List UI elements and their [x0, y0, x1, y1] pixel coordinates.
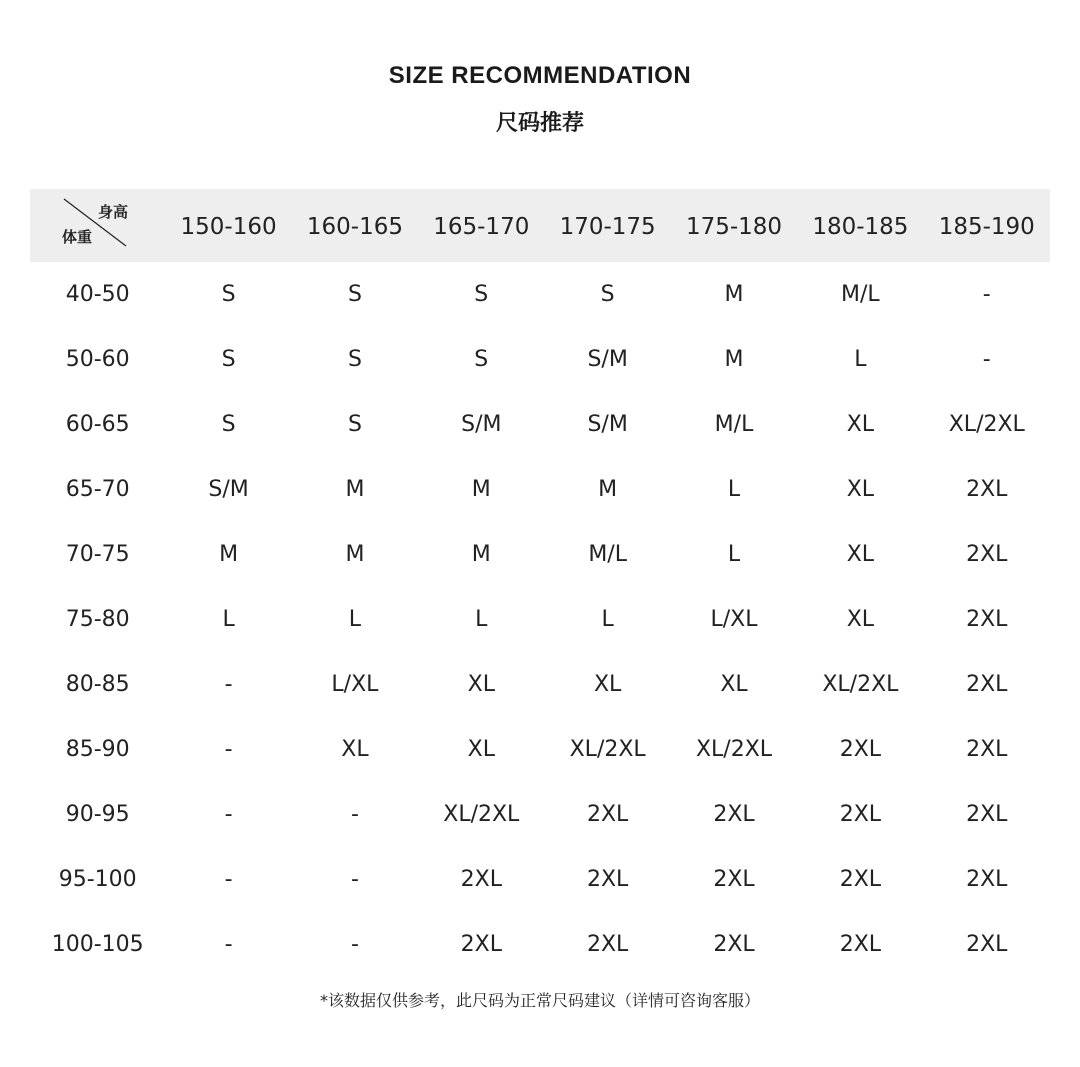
weight-range-cell: 40-50	[65, 282, 130, 307]
weight-range-cell: 100-105	[51, 932, 144, 957]
size-cell: XL/2XL	[443, 802, 520, 827]
size-cell: S	[347, 412, 362, 437]
size-cell: L	[475, 607, 488, 632]
weight-range-cell: 70-75	[65, 542, 130, 567]
table-row	[30, 652, 1050, 717]
weight-range-cell: 80-85	[65, 672, 130, 697]
weight-range-cell: 65-70	[65, 477, 130, 502]
size-cell: L	[348, 607, 362, 632]
size-cell: 2XL	[586, 802, 629, 827]
weight-range-cell: 50-60	[65, 347, 130, 372]
header-row	[30, 189, 1050, 262]
size-cell: M	[471, 542, 491, 567]
size-cell: 2XL	[966, 802, 1008, 827]
table-row	[30, 717, 1050, 782]
column-header: 150-160	[180, 213, 277, 240]
size-cell: M/L	[588, 542, 627, 567]
size-cell: 2XL	[586, 932, 629, 957]
size-cell: XL/2XL	[948, 412, 1025, 437]
column-header: 185-190	[938, 213, 1035, 240]
weight-range-cell: 60-65	[65, 412, 130, 437]
weight-range-cell: 75-80	[65, 607, 130, 632]
size-cell: 2XL	[713, 867, 755, 892]
size-cell: 2XL	[966, 477, 1008, 502]
size-cell: S/M	[587, 412, 628, 437]
size-cell: L/XL	[331, 672, 379, 697]
table-row	[30, 782, 1050, 847]
size-cell: XL	[593, 672, 622, 697]
size-cell: S	[347, 347, 362, 372]
size-cell: 2XL	[839, 737, 882, 762]
size-cell: -	[224, 867, 233, 892]
weight-range-cell: 95-100	[58, 867, 137, 892]
table-row	[30, 522, 1050, 587]
size-cell: XL	[341, 737, 369, 762]
size-cell: 2XL	[966, 607, 1008, 632]
size-cell: S	[474, 282, 489, 307]
column-header: 180-185	[812, 213, 909, 240]
size-cell: M	[724, 282, 744, 307]
table-row	[30, 262, 1050, 327]
size-cell: M/L	[841, 282, 880, 307]
size-cell: XL	[467, 737, 495, 762]
size-cell: XL	[846, 607, 875, 632]
page-title: SIZE RECOMMENDATION	[388, 62, 692, 89]
size-cell: M	[219, 542, 239, 567]
size-cell: -	[224, 672, 233, 697]
size-cell: XL/2XL	[822, 672, 899, 697]
size-cell: S/M	[208, 477, 249, 502]
size-cell: M/L	[714, 412, 754, 437]
size-cell: 2XL	[966, 542, 1008, 567]
size-cell: 2XL	[839, 802, 882, 827]
size-cell: -	[350, 867, 359, 892]
table-row	[30, 587, 1050, 652]
table-row	[30, 457, 1050, 522]
size-cell: XL/2XL	[569, 737, 646, 762]
size-cell: -	[982, 347, 991, 372]
size-cell: L	[222, 607, 235, 632]
size-cell: M	[345, 477, 365, 502]
size-cell: S	[221, 412, 236, 437]
size-cell: XL	[467, 672, 495, 697]
size-cell: L	[727, 477, 741, 502]
size-cell: -	[224, 802, 233, 827]
size-cell: 2XL	[966, 932, 1008, 957]
size-cell: -	[224, 737, 233, 762]
size-cell: XL	[846, 477, 875, 502]
size-cell: M	[471, 477, 491, 502]
size-cell: 2XL	[966, 672, 1008, 697]
size-cell: 2XL	[586, 867, 629, 892]
size-cell: S/M	[587, 347, 628, 372]
footnote: *该数据仅供参考，此尺码为正常尺码建议（详情可咨询客服）	[319, 991, 760, 1010]
size-cell: XL	[720, 672, 748, 697]
column-header: 175-180	[685, 213, 783, 240]
size-cell: XL	[846, 412, 875, 437]
column-header: 160-165	[306, 213, 403, 240]
table-row	[30, 327, 1050, 392]
size-cell: L	[601, 607, 614, 632]
size-cell: 2XL	[966, 737, 1008, 762]
size-cell: -	[350, 802, 359, 827]
page-subtitle: 尺码推荐	[495, 111, 584, 136]
size-cell: -	[982, 282, 991, 307]
size-cell: 2XL	[839, 932, 882, 957]
size-cell: L/XL	[710, 607, 758, 632]
size-cell: M	[598, 477, 618, 502]
size-cell: XL	[846, 542, 875, 567]
size-cell: 2XL	[460, 932, 502, 957]
column-header: 165-170	[433, 213, 530, 240]
size-cell: M	[345, 542, 365, 567]
size-cell: S/M	[461, 412, 502, 437]
table-row	[30, 847, 1050, 912]
size-cell: S	[600, 282, 615, 307]
table-row	[30, 912, 1050, 977]
size-cell: M	[724, 347, 744, 372]
size-cell: 2XL	[966, 867, 1008, 892]
size-cell: -	[350, 932, 359, 957]
size-cell: S	[221, 282, 236, 307]
size-cell: S	[221, 347, 236, 372]
weight-range-cell: 90-95	[65, 802, 130, 827]
table-row	[30, 392, 1050, 457]
size-cell: L	[727, 542, 741, 567]
column-header: 170-175	[559, 213, 656, 240]
height-axis-label: 身高	[98, 203, 129, 221]
weight-range-cell: 85-90	[65, 737, 130, 762]
size-cell: S	[347, 282, 362, 307]
size-cell: L	[854, 347, 867, 372]
size-cell: XL/2XL	[695, 737, 773, 762]
size-cell: S	[474, 347, 489, 372]
weight-axis-label: 体重	[62, 228, 93, 246]
size-cell: 2XL	[713, 932, 755, 957]
size-cell: -	[224, 932, 233, 957]
corner-cell	[30, 189, 165, 262]
size-cell: 2XL	[460, 867, 502, 892]
size-cell: 2XL	[713, 802, 755, 827]
size-chart-table	[30, 189, 1050, 977]
size-cell: 2XL	[839, 867, 882, 892]
